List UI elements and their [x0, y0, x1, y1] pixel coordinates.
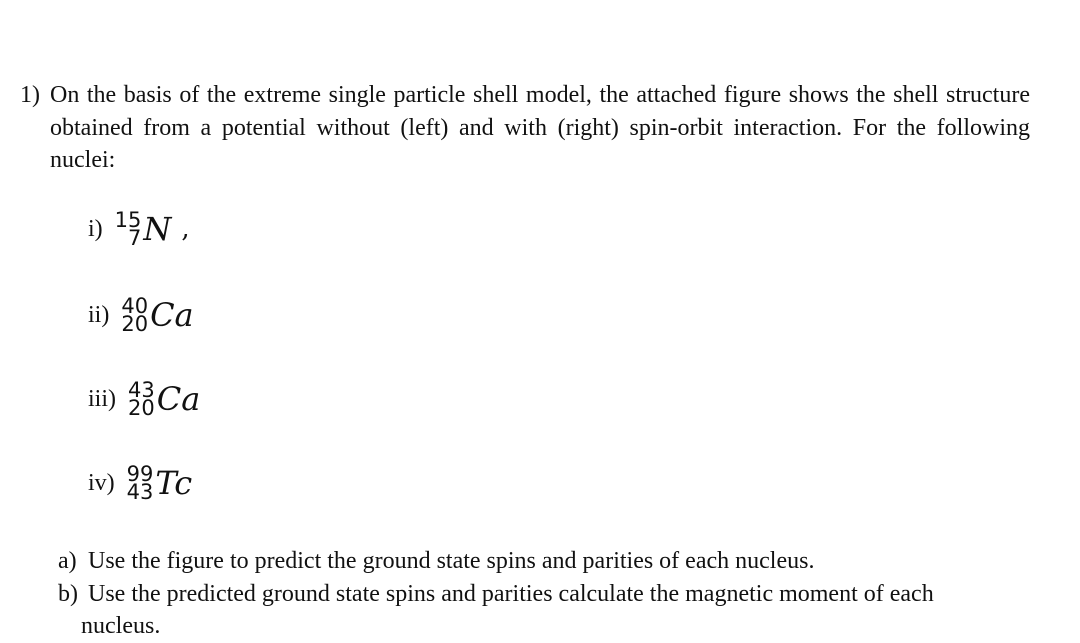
question-block: [20, 79, 1030, 177]
element-symbol: Ca: [150, 296, 194, 334]
element-symbol: N: [143, 210, 172, 248]
question-number: 1): [20, 82, 40, 108]
task-label: b): [58, 580, 78, 607]
task-label: a): [58, 548, 77, 574]
mass-number: 99: [126, 462, 154, 486]
isotope-numbers: [128, 378, 155, 420]
task-continuation: nucleus.: [81, 613, 161, 639]
isotope-numbers: [121, 294, 149, 336]
atomic-number: 20: [128, 396, 155, 420]
atomic-number: 43: [126, 480, 154, 504]
isotope-numbers: [126, 462, 154, 504]
atomic-number: 20: [121, 312, 149, 336]
nuclide-label: ii): [88, 301, 110, 328]
task-item-a: [58, 545, 1030, 578]
task-item-b: [58, 578, 1030, 611]
task-list: [58, 545, 1030, 643]
isotope-numbers: [114, 208, 142, 250]
element-symbol: Tc: [155, 464, 193, 502]
element-symbol: Ca: [156, 380, 201, 418]
atomic-number: 7: [128, 226, 142, 250]
mass-number: 43: [128, 378, 155, 402]
nuclide-item-n15: [88, 210, 190, 248]
nuclide-item-ca43: [88, 380, 200, 418]
task-text: Use the predicted ground state spins and parities calculate the magnetic moment of each: [88, 580, 934, 607]
task-text: Use the figure to predict the ground state spins and parities of each nucleus.: [88, 548, 815, 574]
nuclide-item-ca40: [88, 296, 194, 334]
nuclide-label: iii): [88, 385, 116, 412]
mass-number: 15: [114, 208, 142, 232]
mass-number: 40: [121, 294, 149, 318]
nuclide-label: iv): [88, 469, 115, 496]
trailing-comma: ,: [181, 214, 190, 244]
nuclide-label: i): [88, 215, 103, 242]
question-text: On the basis of the extreme single particle shell model, the attached figure shows the shell structure obtained from a potential without (left) and with (right) spin-orbit interaction. For the following nuclei:: [50, 82, 1030, 173]
nuclide-item-tc99: [88, 464, 192, 502]
